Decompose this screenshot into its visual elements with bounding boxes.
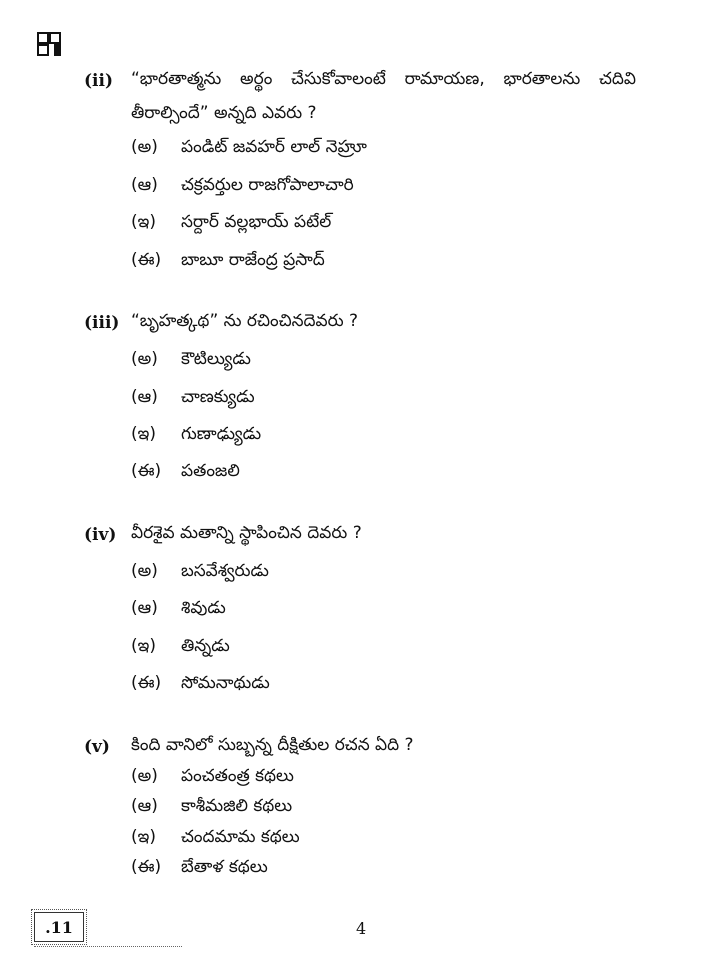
option-aa — [131, 175, 354, 199]
option-i — [131, 827, 300, 851]
option-label: (ఆ) — [131, 598, 158, 618]
option-label: (అ) — [131, 561, 158, 581]
option-ii — [131, 461, 240, 485]
question-text: “బృహత్కథ” ను రచించినదెవరు ? — [131, 311, 359, 331]
option-text: పండిట్ జవహర్ లాల్ నెహ్రూ — [181, 137, 367, 157]
option-text: బేతాళ కథలు — [181, 857, 268, 877]
option-text: తిన్నడు — [181, 636, 230, 656]
question-text: వీరశైవ మతాన్ని స్థాపించిన దెవరు ? — [131, 523, 362, 543]
option-text: చక్రవర్తుల రాజగోపాలాచారి — [181, 175, 354, 195]
option-text: బసవేశ్వరుడు — [181, 561, 269, 581]
option-a — [131, 766, 294, 790]
option-i — [131, 424, 261, 448]
option-label: (ఇ) — [131, 827, 156, 847]
option-a — [131, 561, 269, 585]
option-label: (అ) — [131, 349, 158, 369]
footer-divider — [34, 946, 182, 949]
option-i — [131, 212, 331, 236]
question-number: (iii) — [84, 313, 120, 333]
option-label: (ఈ) — [131, 461, 162, 481]
question-number: (v) — [84, 737, 110, 757]
option-text: శివుడు — [181, 598, 226, 618]
option-ii — [131, 857, 268, 881]
question-text: కింది వానిలో సుబ్బన్న దీక్షితుల రచన ఏది ? — [131, 735, 414, 755]
option-label: (అ) — [131, 137, 158, 157]
option-label: (ఇ) — [131, 212, 156, 232]
option-ii — [131, 673, 270, 697]
qr-code-icon — [37, 32, 61, 56]
option-label: (అ) — [131, 766, 158, 786]
option-label: (ఆ) — [131, 796, 158, 816]
option-text: గుణాఢ్యుడు — [181, 424, 262, 444]
footer-code-box: .11 — [34, 912, 84, 942]
option-text: పతంజలి — [181, 461, 240, 481]
question-number: (ii) — [84, 71, 114, 91]
option-label: (ఇ) — [131, 424, 156, 444]
option-label: (ఆ) — [131, 175, 158, 195]
option-aa — [131, 598, 226, 622]
option-i — [131, 636, 230, 660]
option-ii — [131, 250, 325, 274]
option-text: చాణక్యుడు — [181, 387, 255, 407]
option-label: (ఆ) — [131, 387, 158, 407]
option-text: కౌటిల్యుడు — [181, 349, 251, 369]
option-a — [131, 349, 251, 373]
option-aa — [131, 387, 255, 411]
option-aa — [131, 796, 292, 820]
option-label: (ఈ) — [131, 857, 162, 877]
page-number: 4 — [356, 919, 367, 938]
option-text: కాశీమజిలి కథలు — [181, 796, 293, 816]
option-text: సోమనాథుడు — [181, 673, 270, 693]
option-text: పంచతంత్ర కథలు — [181, 766, 294, 786]
option-label: (ఈ) — [131, 250, 162, 270]
option-label: (ఇ) — [131, 636, 156, 656]
option-text: బాబూ రాజేంద్ర ప్రసాద్ — [181, 250, 325, 270]
option-a — [131, 137, 367, 161]
option-label: (ఈ) — [131, 673, 162, 693]
question-text: “భారతాత్మను అర్థం చేసుకోవాలంటే రామాయణ, భారతాలను చదివి తీరాల్సిందే” అన్నది ఎవరు ? — [131, 69, 636, 123]
question-number: (iv) — [84, 525, 117, 545]
option-text: సర్దార్ వల్లభాయ్ పటేల్ — [181, 212, 332, 232]
option-text: చందమామ కథలు — [181, 827, 300, 847]
